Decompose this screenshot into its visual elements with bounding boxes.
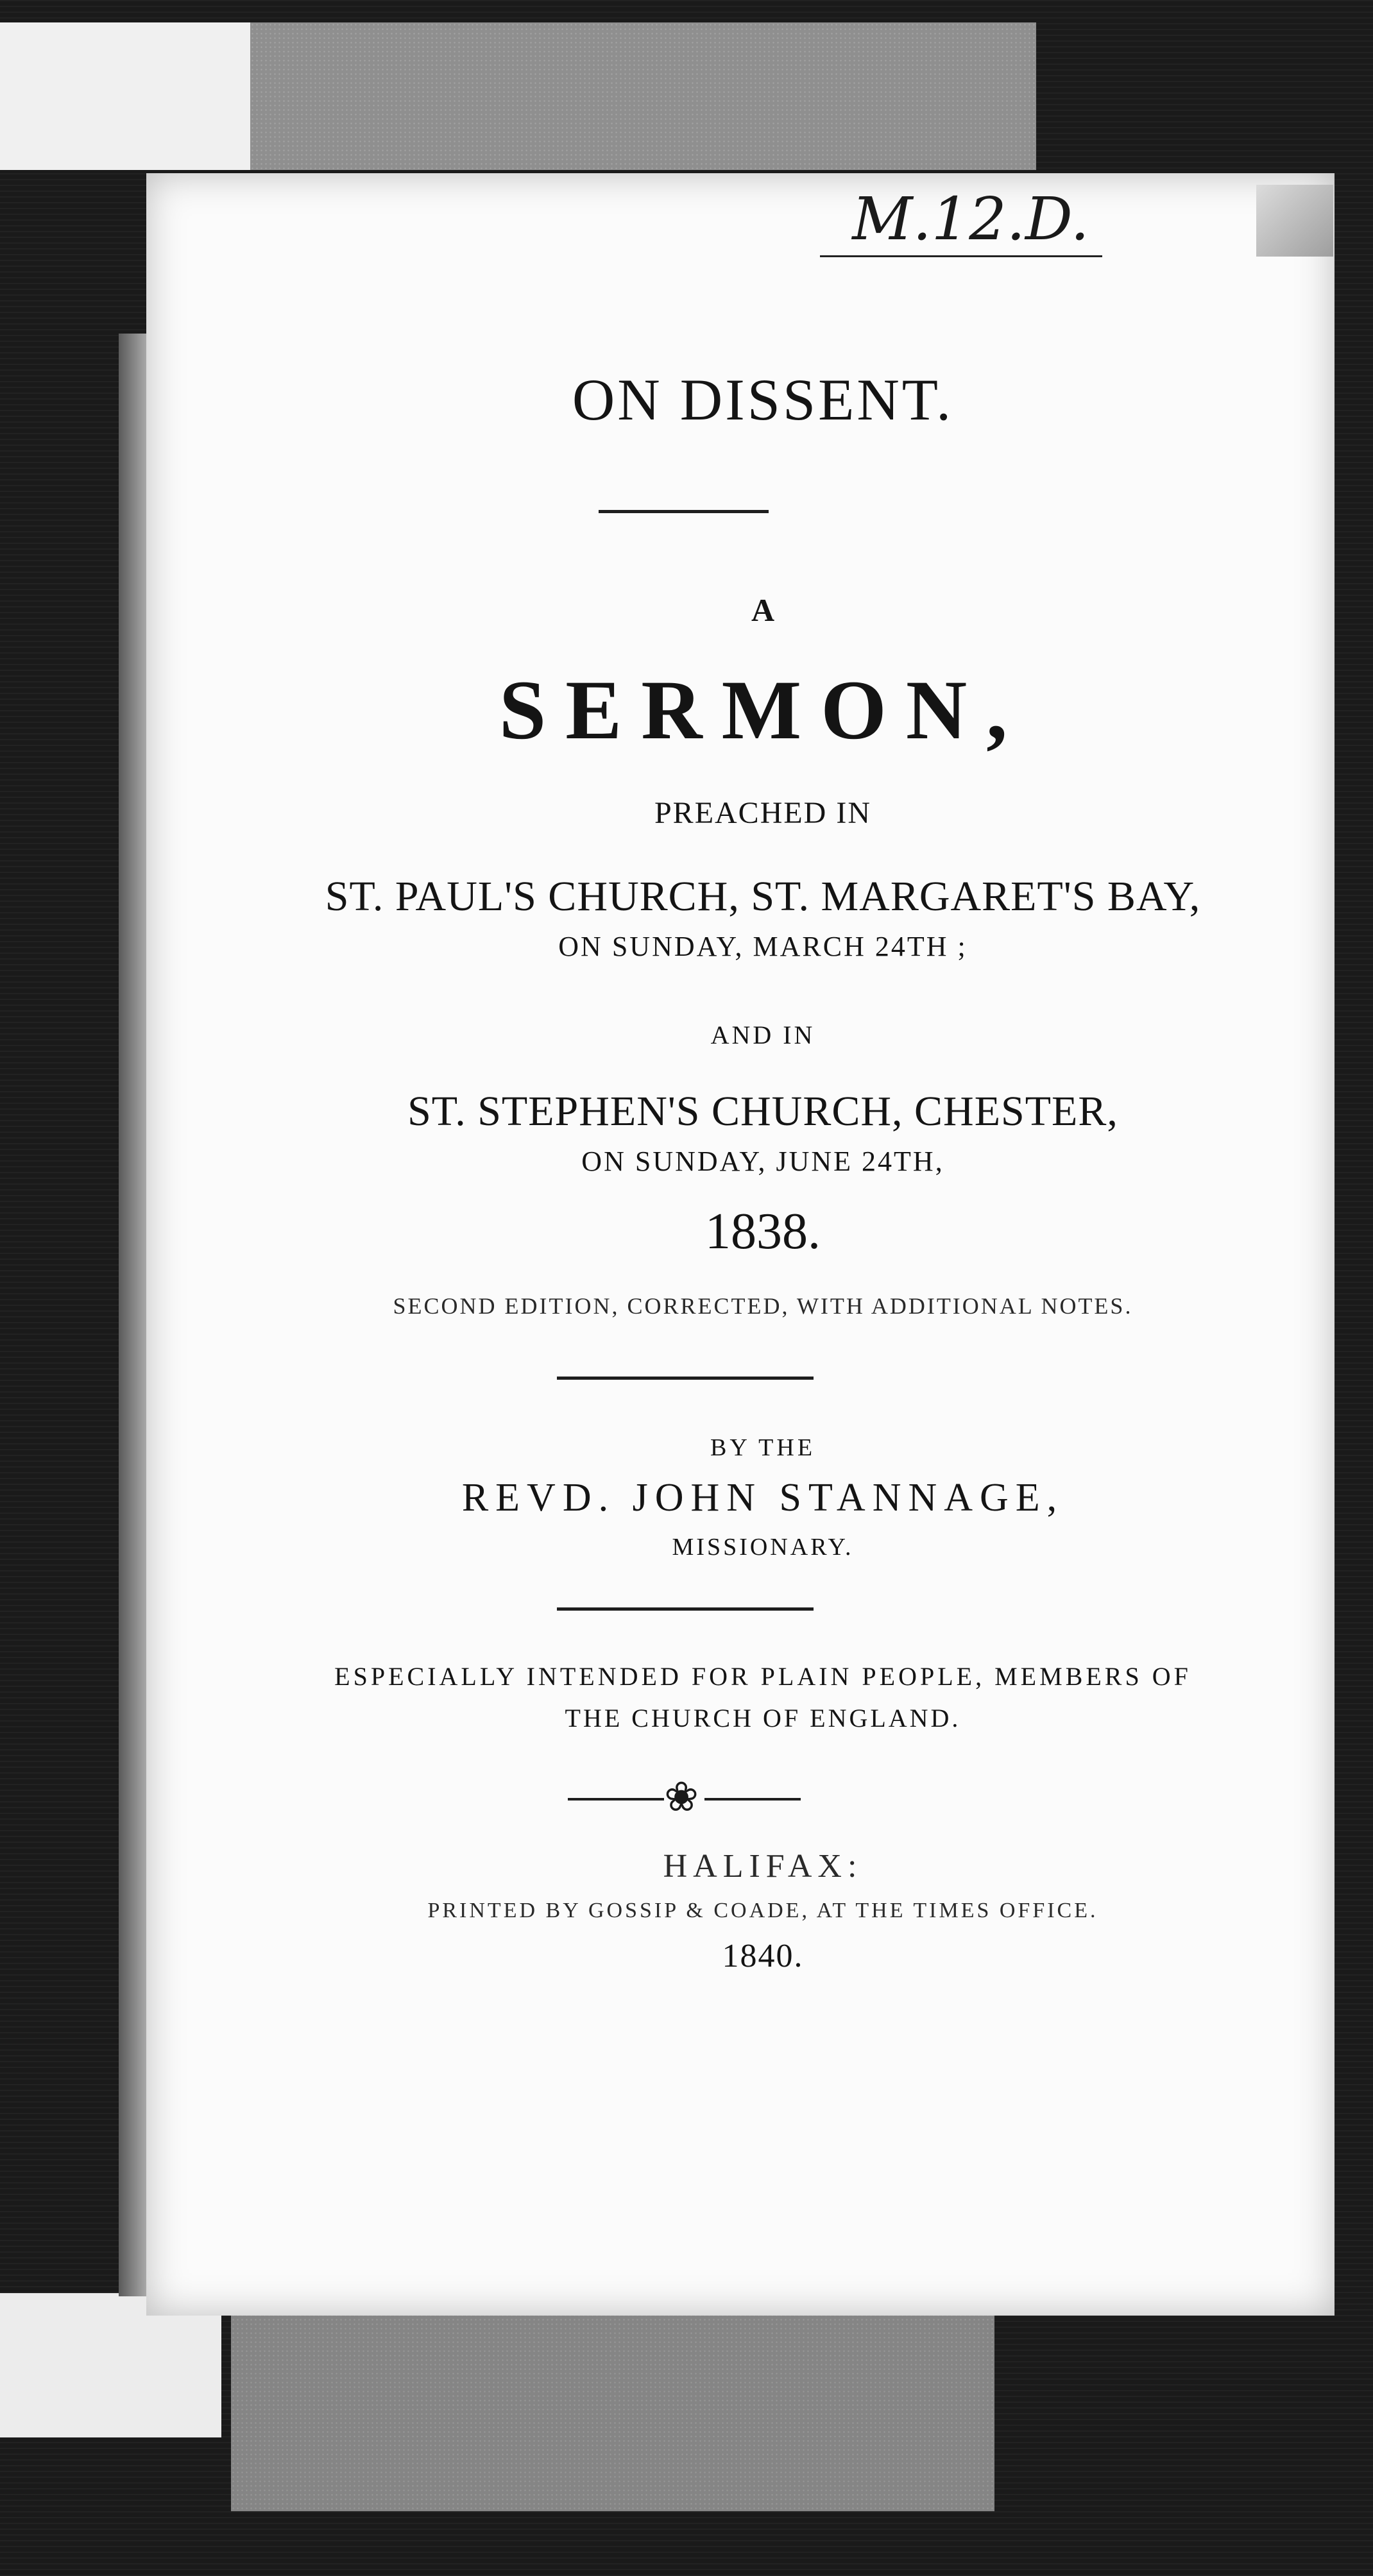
preached-in-label: PREACHED IN bbox=[654, 796, 871, 830]
by-the-label: BY THE bbox=[710, 1434, 816, 1461]
sermon-heading: SERMON, bbox=[499, 663, 1027, 757]
handwritten-shelfmark: M.12.D. bbox=[852, 185, 1089, 253]
church-2: ST. STEPHEN'S CHURCH, CHESTER, bbox=[407, 1088, 1118, 1135]
divider-rule-2 bbox=[557, 1377, 814, 1380]
date-2: ON SUNDAY, JUNE 24TH, bbox=[581, 1146, 944, 1177]
shelfmark-underline bbox=[820, 255, 1102, 257]
paper-tab-top-left bbox=[0, 22, 250, 170]
divider-rule-3 bbox=[557, 1607, 814, 1611]
binding-strip-top bbox=[250, 22, 1036, 170]
and-in-label: AND IN bbox=[710, 1021, 815, 1049]
date-1: ON SUNDAY, MARCH 24TH ; bbox=[558, 931, 968, 962]
corner-fold bbox=[1256, 185, 1333, 257]
place-of-printing: HALIFAX: bbox=[663, 1848, 863, 1885]
printer-line: PRINTED BY GOSSIP & COADE, AT THE TIMES OFFICE. bbox=[427, 1899, 1098, 1922]
divider-rule-1 bbox=[599, 510, 769, 513]
ornament-rule-right bbox=[704, 1798, 801, 1801]
edition-note: SECOND EDITION, CORRECTED, WITH ADDITIONAL NOTES. bbox=[393, 1293, 1133, 1319]
title-heading: ON DISSENT. bbox=[572, 367, 954, 432]
ornament-rule-left bbox=[568, 1798, 664, 1801]
church-1: ST. PAUL'S CHURCH, ST. MARGARET'S BAY, bbox=[325, 873, 1201, 920]
binding-strip-bottom bbox=[231, 2300, 994, 2511]
intended-line-2: THE CHURCH OF ENGLAND. bbox=[565, 1704, 961, 1733]
article-a: A bbox=[751, 592, 775, 628]
author-role: MISSIONARY. bbox=[672, 1534, 854, 1561]
year-preached: 1838. bbox=[705, 1203, 821, 1260]
title-page bbox=[146, 173, 1335, 2316]
author-name: REVD. JOHN STANNAGE, bbox=[461, 1476, 1064, 1520]
fleuron-ornament-icon: ❀ bbox=[664, 1774, 699, 1820]
year-printed: 1840. bbox=[722, 1938, 804, 1974]
intended-line-1: ESPECIALLY INTENDED FOR PLAIN PEOPLE, MEMBERS OF bbox=[334, 1662, 1191, 1691]
